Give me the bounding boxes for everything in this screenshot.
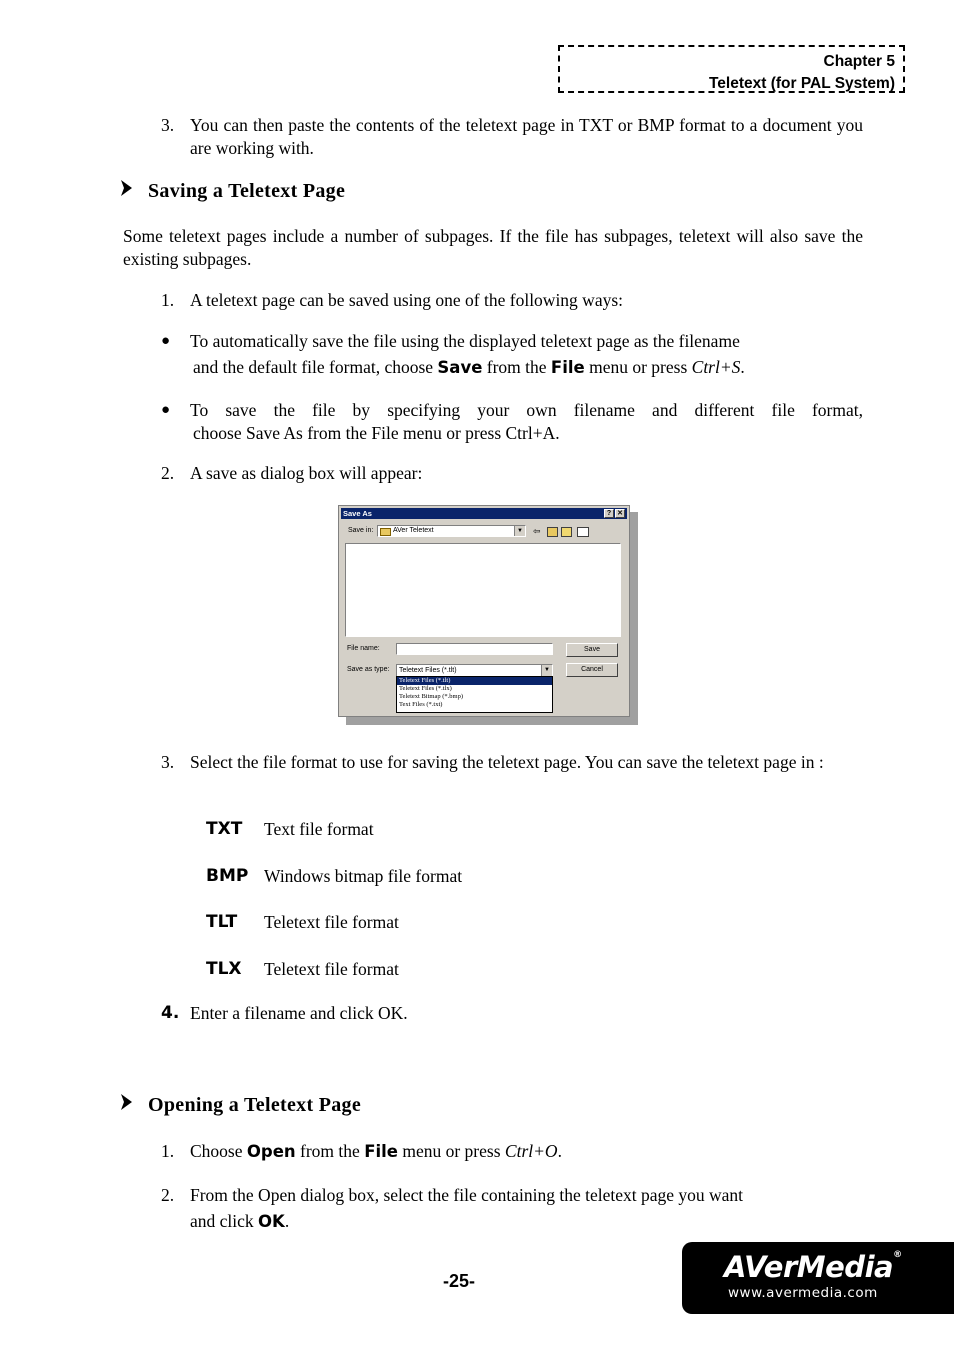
file-name-label: File name: [347,645,380,652]
text-run: and the default file format, choose [193,357,438,377]
bullet-marker: ● [161,402,171,418]
new-folder-icon[interactable] [561,527,572,537]
step-number: 1. [161,1141,175,1161]
logo-wordmark: AVerMedia [724,1250,894,1284]
format-code: TXT [206,819,243,839]
section-heading-opening: Opening a Teletext Page [148,1094,362,1116]
view-menu-icon[interactable] [577,527,589,537]
format-desc: Teletext file format [264,959,399,979]
section-heading-saving: Saving a Teletext Page [148,180,346,202]
bullet-line-2 [193,356,863,379]
step-number: 4. [161,1003,180,1023]
format-code: TLX [206,959,242,979]
save-in-value: AVer Teletext [393,527,434,534]
step-text: Select the file format to use for saving the teletext page. You can save the teletext page in : [190,752,824,772]
type-option[interactable]: Teletext Files (*.tlt) [397,677,552,685]
step-number: 2. [161,463,175,483]
save-step-1 [161,289,863,312]
help-button[interactable]: ? [604,509,614,518]
keyword-open: Open [246,1142,296,1161]
text-run: . [284,1211,290,1231]
heading-arrow-icon [119,1094,133,1110]
bullet-line-2: choose Save As from the File menu or press Ctrl+A. [193,423,560,443]
chapter-label: Chapter 5 [823,53,895,70]
save-in-label: Save in: [348,527,374,534]
cancel-button[interactable]: Cancel [566,663,618,677]
type-option[interactable]: Text Files (*.txt) [399,701,443,708]
save-as-type-options [396,676,553,713]
step-text: You can then paste the contents of the teletext page in TXT or BMP format to a document you are working with. [190,115,863,158]
text-run: . [557,1141,562,1161]
type-option[interactable]: Teletext Bitmap (*.bmp) [399,693,463,700]
save-button[interactable]: Save [566,643,618,657]
format-code: TLT [206,912,238,932]
saving-paragraph: Some teletext pages include a number of subpages. If the file has subpages, teletext will also save the existing subpages. [123,226,863,269]
format-desc: Windows bitmap file format [264,866,463,886]
bullet-marker: ● [161,333,171,349]
chevron-down-icon[interactable]: ▼ [514,526,525,536]
back-icon[interactable]: ⇦ [533,526,541,536]
text-run: from the [295,1141,365,1161]
shortcut-ctrl-o: Ctrl+O [504,1141,558,1161]
save-as-type-label: Save as type: [347,666,390,673]
folder-icon [380,528,391,536]
up-folder-icon[interactable] [547,527,558,537]
chapter-header-box [558,45,905,93]
bullet-item-save-as [161,399,863,445]
step-number: 2. [161,1185,175,1205]
logo-url: www.avermedia.com [728,1285,878,1301]
dialog-title: Save As [343,509,372,518]
save-as-type-value: Teletext Files (*.tlt) [399,667,457,674]
keyword-ok: OK [258,1212,285,1231]
text-run: from the [482,357,551,377]
chevron-down-icon[interactable]: ▼ [541,665,552,676]
format-code: BMP [206,866,249,886]
heading-arrow-icon [119,180,133,196]
file-name-input[interactable] [396,643,553,655]
open-step-1 [161,1140,863,1163]
dialog-title-bar [341,508,627,519]
avermedia-logo [682,1242,954,1314]
step-number: 1. [161,290,175,310]
step-text: A save as dialog box will appear: [190,463,423,483]
format-desc: Teletext file format [264,912,399,932]
file-list-area[interactable] [345,543,621,637]
text-run: Choose [190,1141,247,1161]
bullet-line-1: To save the file by specifying your own filename and different file format, [190,400,863,420]
intro-step [161,114,863,160]
save-in-dropdown[interactable] [377,525,526,537]
text-run: menu or press [397,1141,505,1161]
step-text: Enter a filename and click OK. [190,1003,408,1023]
chapter-subtitle: Teletext (for PAL System) [708,75,895,92]
step-number: 3. [161,752,175,772]
text-run: and click [190,1211,259,1231]
keyword-file: File [550,358,585,377]
bullet-line-1: To automatically save the file using the displayed teletext page as the filename [190,331,740,351]
open-step-2 [161,1184,863,1233]
step-text: A teletext page can be saved using one of the following ways: [190,290,624,310]
shortcut-ctrl-s: Ctrl+S [691,357,741,377]
step-line-2 [190,1210,863,1233]
text-run: menu or press [584,357,692,377]
bullet-item-auto-save [161,330,863,379]
page-number: -25- [443,1271,476,1291]
text-run: . [740,357,745,377]
keyword-file: File [364,1142,398,1161]
save-step-3 [161,751,863,774]
logo-registered-mark: ® [893,1250,902,1260]
format-desc: Text file format [264,819,374,839]
keyword-save: Save [437,358,483,377]
save-step-2 [161,462,863,485]
close-button[interactable]: ✕ [615,509,625,518]
logo-text [724,1250,902,1284]
save-step-4 [161,1002,863,1025]
step-number: 3. [161,115,175,135]
type-option[interactable]: Teletext Files (*.tlx) [399,685,452,692]
step-line-1: From the Open dialog box, select the file containing the teletext page you want [190,1185,744,1205]
step-text [190,1141,562,1161]
